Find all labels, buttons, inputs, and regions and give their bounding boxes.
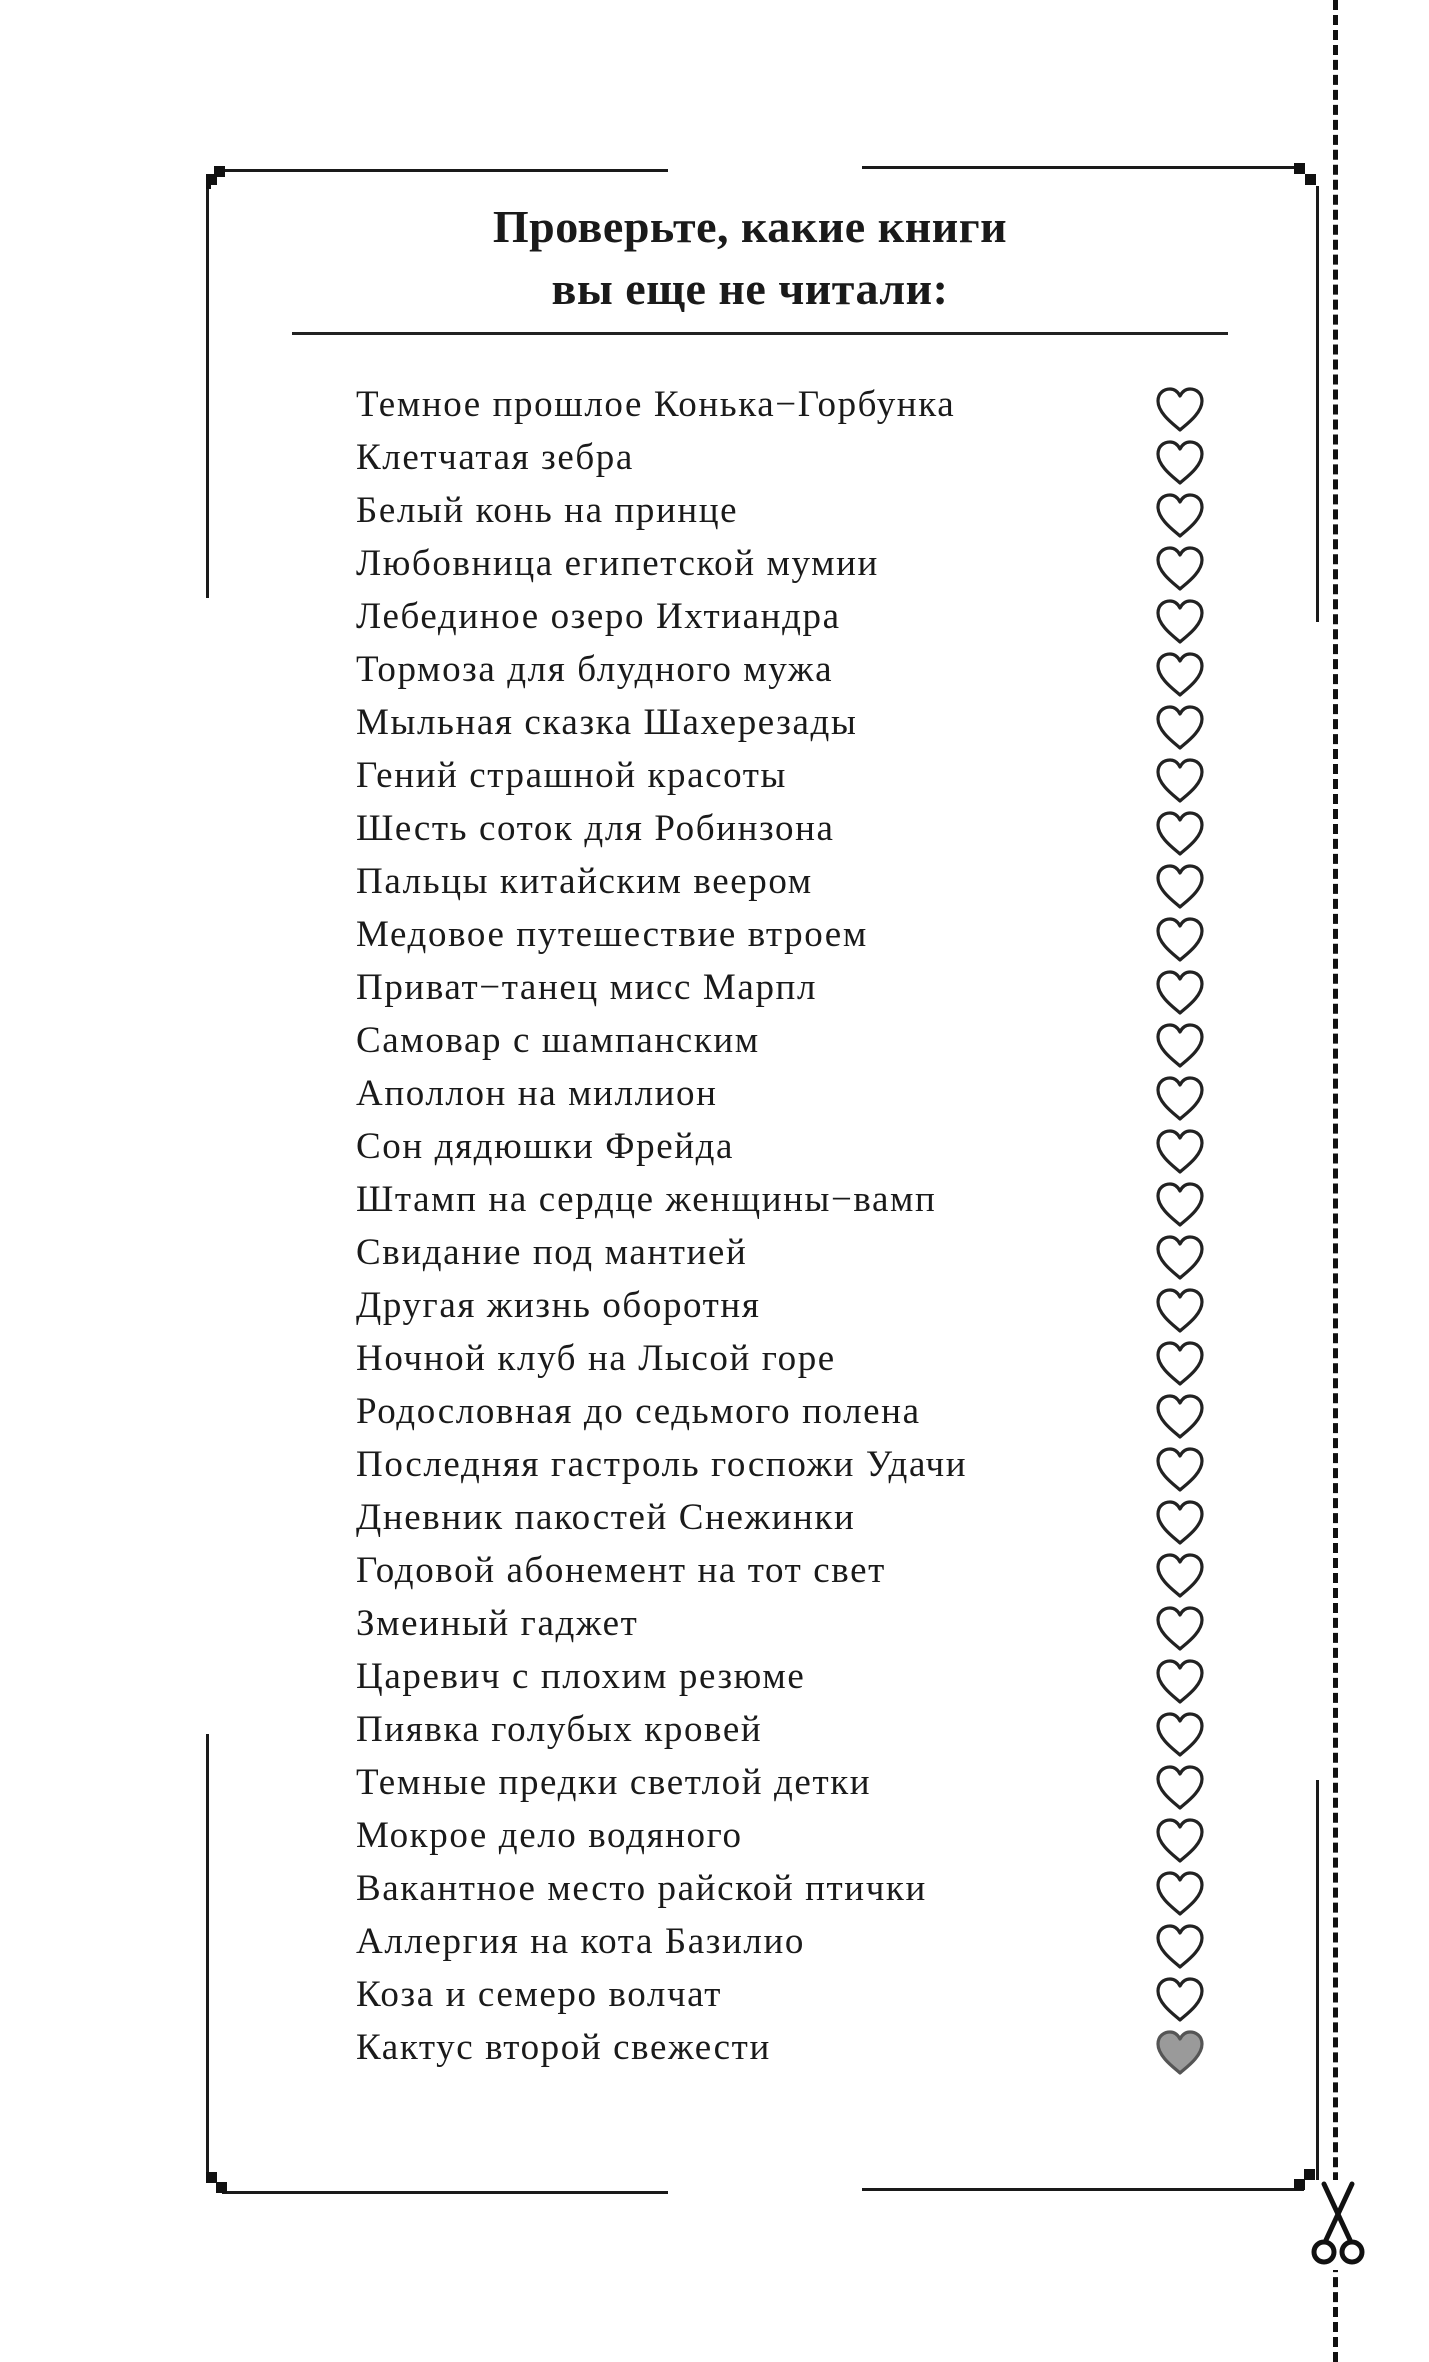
list-item xyxy=(356,378,1216,431)
heart-icon[interactable] xyxy=(1154,651,1206,699)
heart-icon[interactable] xyxy=(1154,1340,1206,1388)
list-item xyxy=(356,1438,1216,1491)
list-item xyxy=(356,1756,1216,1809)
list-item xyxy=(356,1014,1216,1067)
list-item xyxy=(356,855,1216,908)
book-title: Вакантное место райской птички xyxy=(356,1868,927,1909)
list-item xyxy=(356,431,1216,484)
heart-icon[interactable] xyxy=(1154,1287,1206,1335)
book-title: Сон дядюшки Фрейда xyxy=(356,1126,735,1167)
list-item xyxy=(356,1968,1216,2021)
book-title: Самовар с шампанским xyxy=(356,1020,760,1061)
heart-icon[interactable] xyxy=(1154,1234,1206,1282)
heart-icon[interactable] xyxy=(1154,1393,1206,1441)
list-item xyxy=(356,1650,1216,1703)
frame-right-bottom-line xyxy=(1316,1780,1319,2180)
heart-icon[interactable] xyxy=(1154,1658,1206,1706)
heart-icon[interactable] xyxy=(1154,1817,1206,1865)
book-checklist xyxy=(356,378,1216,2074)
book-title: Белый конь на принце xyxy=(356,490,739,531)
book-title: Шесть соток для Робинзона xyxy=(356,808,835,849)
book-title: Царевич с плохим резюме xyxy=(356,1656,806,1697)
book-title: Ночной клуб на Лысой горе xyxy=(356,1338,836,1379)
book-title: Мокрое дело водяного xyxy=(356,1815,743,1856)
book-title: Пальцы китайским веером xyxy=(356,861,813,902)
book-title: Кактус второй свежести xyxy=(356,2027,771,2068)
heart-icon[interactable] xyxy=(1154,492,1206,540)
book-title: Приват−танец мисс Марпл xyxy=(356,967,818,1008)
heart-icon[interactable] xyxy=(1154,1870,1206,1918)
title-line-2: вы еще не читали: xyxy=(551,263,949,314)
book-title: Темные предки светлой детки xyxy=(356,1762,872,1803)
frame-right-top-line xyxy=(1316,186,1319,622)
list-item xyxy=(356,1491,1216,1544)
list-item xyxy=(356,1332,1216,1385)
heart-icon[interactable] xyxy=(1154,386,1206,434)
cut-line xyxy=(1333,0,1338,2362)
book-title: Годовой абонемент на тот свет xyxy=(356,1550,886,1591)
list-item xyxy=(356,1703,1216,1756)
page-title xyxy=(290,196,1210,320)
book-title: Лебединое озеро Ихтиандра xyxy=(356,596,841,637)
book-title: Медовое путешествие втроем xyxy=(356,914,868,955)
list-item xyxy=(356,1173,1216,1226)
list-item xyxy=(356,1120,1216,1173)
heart-icon[interactable] xyxy=(1154,810,1206,858)
heart-icon[interactable] xyxy=(1154,439,1206,487)
heart-icon[interactable] xyxy=(1154,1075,1206,1123)
frame-left-top-line xyxy=(206,186,209,598)
list-item xyxy=(356,1862,1216,1915)
frame-bottom-right-line xyxy=(862,2188,1304,2191)
frame-corner-bottom-right xyxy=(1294,2165,1320,2191)
book-title: Темное прошлое Конька−Горбунка xyxy=(356,384,956,425)
list-item xyxy=(356,1597,1216,1650)
book-title: Любовница египетской мумии xyxy=(356,543,879,584)
heart-icon[interactable] xyxy=(1154,1976,1206,2024)
book-title: Коза и семеро волчат xyxy=(356,1974,722,2015)
list-item xyxy=(356,1279,1216,1332)
heart-icon[interactable] xyxy=(1154,863,1206,911)
list-item xyxy=(356,1915,1216,1968)
book-title: Аполлон на миллион xyxy=(356,1073,718,1114)
frame-top-right-line xyxy=(862,166,1304,169)
list-item xyxy=(356,749,1216,802)
list-item xyxy=(356,1809,1216,1862)
heart-icon[interactable] xyxy=(1154,1552,1206,1600)
frame-top-left-line xyxy=(222,169,668,172)
list-item xyxy=(356,696,1216,749)
list-item xyxy=(356,484,1216,537)
book-title: Змеиный гаджет xyxy=(356,1603,639,1644)
heart-icon[interactable] xyxy=(1154,1605,1206,1653)
heart-icon[interactable] xyxy=(1154,598,1206,646)
list-item xyxy=(356,802,1216,855)
heart-icon[interactable] xyxy=(1154,916,1206,964)
list-item xyxy=(356,590,1216,643)
book-title: Аллергия на кота Базилио xyxy=(356,1921,805,1962)
heart-icon[interactable] xyxy=(1154,545,1206,593)
title-divider xyxy=(292,332,1228,335)
book-title: Последняя гастроль госпожи Удачи xyxy=(356,1444,968,1485)
book-title: Родословная до седьмого полена xyxy=(356,1391,921,1432)
book-title: Другая жизнь оборотня xyxy=(356,1285,761,1326)
frame-corner-top-left xyxy=(206,166,232,192)
heart-icon[interactable] xyxy=(1154,1711,1206,1759)
list-item xyxy=(356,1385,1216,1438)
heart-icon[interactable] xyxy=(1154,1181,1206,1229)
book-title: Пиявка голубых кровей xyxy=(356,1709,763,1750)
title-line-1: Проверьте, какие книги xyxy=(492,201,1008,252)
list-item xyxy=(356,537,1216,590)
heart-icon[interactable] xyxy=(1154,969,1206,1017)
frame-corner-top-right xyxy=(1294,163,1320,189)
list-item xyxy=(356,2021,1216,2074)
list-item xyxy=(356,908,1216,961)
frame-bottom-left-line xyxy=(222,2191,668,2194)
scissors-icon xyxy=(1310,2180,1366,2270)
heart-icon[interactable] xyxy=(1154,704,1206,752)
list-item xyxy=(356,961,1216,1014)
frame-left-bottom-line xyxy=(206,1734,209,2180)
heart-icon[interactable] xyxy=(1154,1446,1206,1494)
heart-icon[interactable] xyxy=(1154,1022,1206,1070)
book-title: Штамп на сердце женщины−вамп xyxy=(356,1179,937,1220)
list-item xyxy=(356,643,1216,696)
heart-icon[interactable] xyxy=(1154,1499,1206,1547)
book-title: Тормоза для блудного мужа xyxy=(356,649,834,690)
book-title: Дневник пакостей Снежинки xyxy=(356,1497,856,1538)
heart-icon[interactable] xyxy=(1154,1128,1206,1176)
heart-icon[interactable] xyxy=(1154,1923,1206,1971)
list-item xyxy=(356,1067,1216,1120)
list-item xyxy=(356,1544,1216,1597)
heart-icon[interactable] xyxy=(1154,1764,1206,1812)
frame-corner-bottom-left xyxy=(206,2168,232,2194)
heart-icon[interactable] xyxy=(1154,757,1206,805)
list-item xyxy=(356,1226,1216,1279)
book-title: Свидание под мантией xyxy=(356,1232,748,1273)
heart-icon[interactable] xyxy=(1154,2029,1206,2077)
book-title: Гений страшной красоты xyxy=(356,755,788,796)
book-title: Мыльная сказка Шахерезады xyxy=(356,702,858,743)
book-title: Клетчатая зебра xyxy=(356,437,634,478)
